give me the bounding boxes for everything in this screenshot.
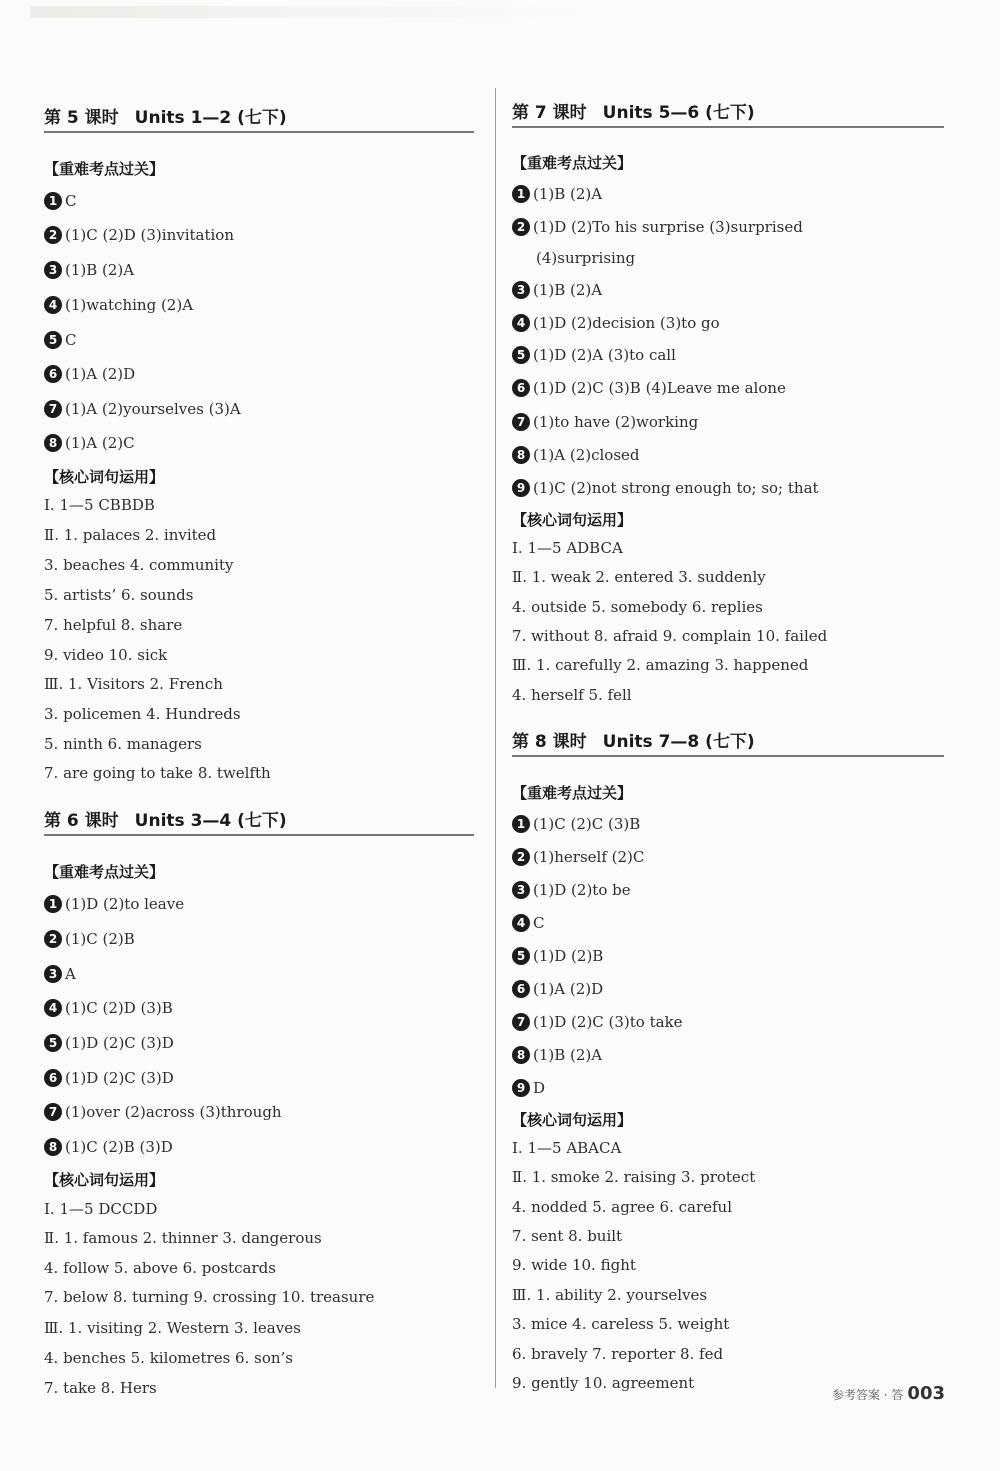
answer-item — [44, 930, 135, 948]
question-number-badge: 3 — [44, 261, 62, 279]
question-number-badge: 2 — [512, 218, 530, 236]
answer-item — [512, 314, 720, 332]
answer-line: (4)surprising — [536, 249, 636, 267]
question-number-badge: 7 — [44, 400, 62, 418]
answer-line: 7. helpful 8. share — [44, 616, 183, 634]
section-heading: 【重难考点过关】 — [512, 784, 633, 802]
section-heading: 【重难考点过关】 — [44, 160, 165, 178]
answer-text: C — [533, 914, 545, 932]
question-number-badge: 1 — [44, 192, 62, 210]
answer-line: 9. gently 10. agreement — [512, 1374, 695, 1392]
question-number-badge: 8 — [44, 1138, 62, 1156]
question-number-badge: 5 — [44, 331, 62, 349]
answer-line: 4. benches 5. kilometres 6. son’s — [44, 1349, 293, 1367]
answer-item — [44, 1034, 174, 1052]
answer-line: 9. video 10. sick — [44, 646, 168, 664]
answer-text: D — [533, 1079, 546, 1097]
section-heading: 【核心词句运用】 — [512, 511, 633, 529]
lesson-number: 第 5 课时 — [44, 108, 119, 128]
answer-line: 9. wide 10. fight — [512, 1256, 636, 1274]
question-number-badge: 5 — [512, 346, 530, 364]
answer-line: 4. follow 5. above 6. postcards — [44, 1259, 276, 1277]
answer-line: Ⅰ. 1—5 ABACA — [512, 1139, 622, 1157]
page-footer — [832, 1383, 945, 1404]
answer-item — [512, 815, 640, 833]
answer-item — [44, 261, 134, 279]
answer-item — [512, 185, 602, 203]
answer-text: (1)A (2)D — [533, 980, 604, 998]
answer-text: (1)B (2)A — [65, 261, 135, 279]
question-number-badge: 1 — [512, 815, 530, 833]
answer-text: (1)C (2)B — [65, 930, 135, 948]
answer-line: Ⅲ. 1. ability 2. yourselves — [512, 1286, 708, 1304]
answer-text: (1)C (2)D (3)B — [65, 999, 173, 1017]
answer-item — [512, 1013, 683, 1031]
lesson-units: Units 5—6 (七下) — [602, 103, 755, 123]
answer-line: 5. ninth 6. managers — [44, 735, 202, 753]
answer-item — [44, 434, 135, 452]
answer-line: Ⅰ. 1—5 ADBCA — [512, 539, 623, 557]
answer-item — [512, 1079, 545, 1097]
answer-item — [512, 1046, 602, 1064]
answer-text: (1)A (2)C — [65, 434, 135, 452]
answer-text: (1)D (2)C (3)D — [65, 1069, 174, 1087]
answer-text: (1)B (2)A — [533, 185, 603, 203]
answer-item — [44, 400, 241, 418]
answer-item — [512, 947, 603, 965]
answer-item — [512, 479, 819, 497]
question-number-badge: 9 — [512, 479, 530, 497]
answer-line: 7. take 8. Hers — [44, 1379, 157, 1397]
lesson-units: Units 7—8 (七下) — [602, 732, 755, 752]
answer-item — [512, 379, 786, 397]
question-number-badge: 2 — [44, 226, 62, 244]
answer-text: (1)watching (2)A — [65, 296, 194, 314]
answer-text: (1)D (2)C (3)B (4)Leave me alone — [533, 379, 786, 397]
lesson-number: 第 7 课时 — [512, 103, 587, 123]
answer-line: Ⅱ. 1. weak 2. entered 3. suddenly — [512, 568, 766, 586]
answer-line: 3. mice 4. careless 5. weight — [512, 1315, 730, 1333]
section-heading: 【核心词句运用】 — [44, 1171, 165, 1189]
question-number-badge: 6 — [512, 980, 530, 998]
lesson-number: 第 6 课时 — [44, 811, 119, 831]
answer-item — [44, 1069, 174, 1087]
answer-item — [512, 218, 803, 236]
answer-line: 7. below 8. turning 9. crossing 10. treasure — [44, 1288, 375, 1306]
question-number-badge: 5 — [512, 947, 530, 965]
answer-item — [512, 881, 631, 899]
question-number-badge: 8 — [44, 434, 62, 452]
answer-line: Ⅱ. 1. famous 2. thinner 3. dangerous — [44, 1229, 322, 1247]
column-divider — [495, 88, 496, 1388]
question-number-badge: 8 — [512, 446, 530, 464]
question-number-badge: 7 — [512, 413, 530, 431]
answer-line: 4. outside 5. somebody 6. replies — [512, 598, 763, 616]
question-number-badge: 5 — [44, 1034, 62, 1052]
answer-text: C — [65, 331, 77, 349]
question-number-badge: 7 — [44, 1103, 62, 1121]
answer-text: (1)A (2)closed — [533, 446, 640, 464]
page-number: 003 — [907, 1383, 945, 1404]
answer-line: Ⅲ. 1. carefully 2. amazing 3. happened — [512, 656, 809, 674]
lesson-title — [44, 103, 474, 133]
answer-text: (1)C (2)B (3)D — [65, 1138, 173, 1156]
answer-text: (1)D (2)to be — [533, 881, 631, 899]
answer-text: (1)B (2)A — [533, 281, 603, 299]
answer-text: (1)D (2)A (3)to call — [533, 346, 676, 364]
answer-line: 4. nodded 5. agree 6. careful — [512, 1198, 733, 1216]
footer-label: 参考答案 · 答 — [831, 1388, 904, 1402]
answer-item — [44, 331, 76, 349]
question-number-badge: 4 — [44, 296, 62, 314]
question-number-badge: 3 — [44, 965, 62, 983]
lesson-units: Units 1—2 (七下) — [134, 108, 287, 128]
question-number-badge: 2 — [512, 848, 530, 866]
answer-line: 7. are going to take 8. twelfth — [44, 764, 271, 782]
answer-item — [44, 192, 76, 210]
answer-text: (1)D (2)To his surprise (3)surprised — [533, 218, 803, 236]
answer-line: Ⅲ. 1. visiting 2. Western 3. leaves — [44, 1319, 301, 1337]
question-number-badge: 7 — [512, 1013, 530, 1031]
question-number-badge: 4 — [44, 999, 62, 1017]
answer-line: 6. bravely 7. reporter 8. fed — [512, 1345, 724, 1363]
answer-text: (1)D (2)to leave — [65, 895, 185, 913]
answer-text: (1)D (2)C (3)D — [65, 1034, 174, 1052]
answer-line: Ⅰ. 1—5 CBBDB — [44, 496, 155, 514]
answer-text: (1)C (2)D (3)invitation — [65, 226, 234, 244]
question-number-badge: 3 — [512, 281, 530, 299]
answer-line: 3. policemen 4. Hundreds — [44, 705, 241, 723]
lesson-units: Units 3—4 (七下) — [134, 811, 287, 831]
answer-item — [512, 346, 676, 364]
section-heading: 【核心词句运用】 — [44, 468, 165, 486]
answer-item — [44, 296, 193, 314]
question-number-badge: 6 — [44, 1069, 62, 1087]
question-number-badge: 4 — [512, 314, 530, 332]
answer-text: (1)C (2)C (3)B — [533, 815, 641, 833]
answer-item — [44, 226, 234, 244]
answer-item — [512, 848, 644, 866]
answer-text: (1)D (2)B — [533, 947, 604, 965]
answer-line: Ⅰ. 1—5 DCCDD — [44, 1200, 158, 1218]
answer-item — [44, 1138, 173, 1156]
question-number-badge: 8 — [512, 1046, 530, 1064]
section-heading: 【重难考点过关】 — [44, 863, 165, 881]
answer-line: Ⅱ. 1. palaces 2. invited — [44, 526, 217, 544]
question-number-badge: 6 — [44, 365, 62, 383]
question-number-badge: 1 — [44, 895, 62, 913]
answer-item — [512, 980, 603, 998]
answer-line: 3. beaches 4. community — [44, 556, 234, 574]
answer-item — [44, 895, 184, 913]
lesson-title — [44, 806, 474, 836]
lesson-title — [512, 727, 944, 757]
answer-line: 7. sent 8. built — [512, 1227, 623, 1245]
answer-item — [44, 999, 173, 1017]
answer-text: (1)B (2)A — [533, 1046, 603, 1064]
answer-text: (1)over (2)across (3)through — [65, 1103, 282, 1121]
answer-item — [512, 281, 602, 299]
answer-line: 5. artists’ 6. sounds — [44, 586, 194, 604]
answer-item — [44, 965, 76, 983]
question-number-badge: 6 — [512, 379, 530, 397]
question-number-badge: 9 — [512, 1079, 530, 1097]
answer-item — [512, 914, 544, 932]
answer-text: C — [65, 192, 77, 210]
answer-text: (1)A (2)yourselves (3)A — [65, 400, 241, 418]
answer-text: (1)D (2)decision (3)to go — [533, 314, 720, 332]
answer-text: (1)A (2)D — [65, 365, 136, 383]
answer-line: 4. herself 5. fell — [512, 686, 632, 704]
answer-text: (1)herself (2)C — [533, 848, 645, 866]
answer-text: (1)C (2)not strong enough to; so; that — [533, 479, 819, 497]
section-heading: 【重难考点过关】 — [512, 154, 633, 172]
lesson-title — [512, 98, 944, 128]
question-number-badge: 3 — [512, 881, 530, 899]
answer-text: (1)to have (2)working — [533, 413, 699, 431]
answer-line: Ⅲ. 1. Visitors 2. French — [44, 675, 223, 693]
question-number-badge: 4 — [512, 914, 530, 932]
question-number-badge: 1 — [512, 185, 530, 203]
answer-text: A — [65, 965, 76, 983]
answer-item — [44, 1103, 282, 1121]
lesson-number: 第 8 课时 — [512, 732, 587, 752]
answer-line: 7. without 8. afraid 9. complain 10. failed — [512, 627, 828, 645]
section-heading: 【核心词句运用】 — [512, 1111, 633, 1129]
answer-line: Ⅱ. 1. smoke 2. raising 3. protect — [512, 1168, 756, 1186]
answer-text: (1)D (2)C (3)to take — [533, 1013, 683, 1031]
question-number-badge: 2 — [44, 930, 62, 948]
scan-edge-strip — [30, 6, 590, 18]
answer-item — [512, 413, 698, 431]
answer-item — [512, 446, 640, 464]
answer-item — [44, 365, 135, 383]
